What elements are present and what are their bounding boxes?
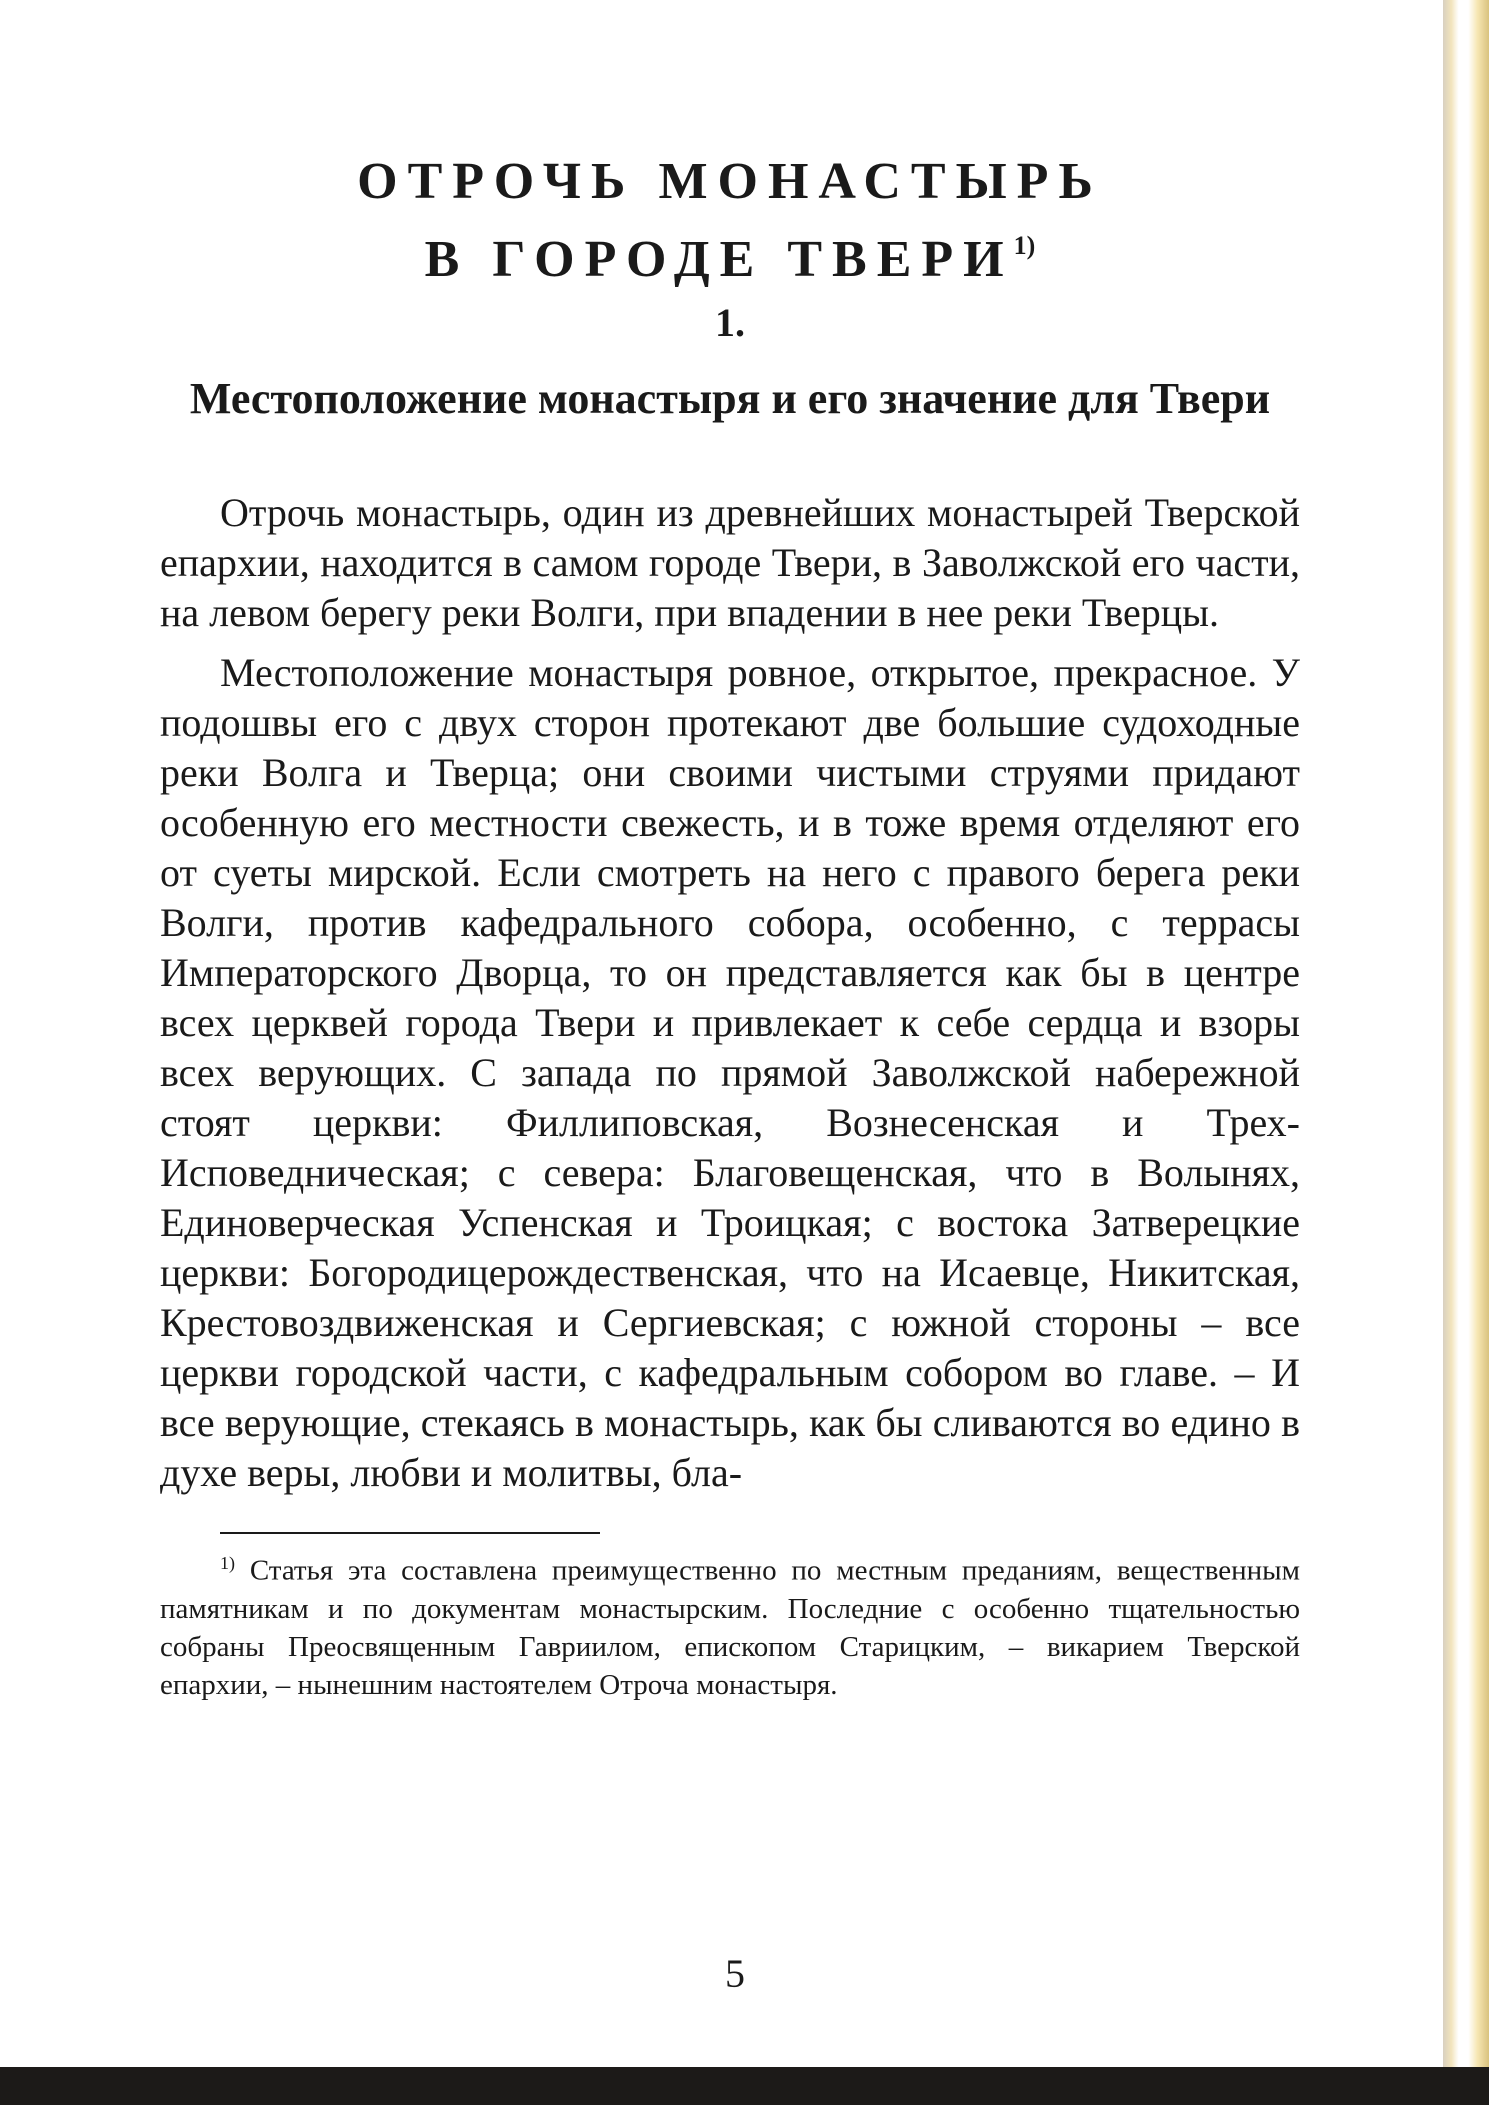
paragraph-2: Местоположение монастыря ровное, открытое, прекрасное. У подошвы его с двух сторон протекают две большие судоходные реки Волга и Тверца; они своими чистыми струями придают особенную его местности свежесть, и в тоже время отделяют его от суеты мирской. Если смотреть на него с правого берега реки Волги, против кафедрального собора, особенно, с террасы Императорского Дворца, то он представляется как бы в центре всех церквей города Твери и привлекает к себе сердца и взоры всех верующих. С запада по прямой Заволжской набережной стоят церкви: Филлиповская, Вознесенская и Трех-Исповедническая; с севера: Благовещенская, что в Волынях, Единоверческая Успенская и Троицкая; с востока Затверецкие церкви: Богородицерождественская, что на Исаевце, Никитская, Крестовоздвиженская и Сергиевская; с южной стороны – все церкви городской части, с кафедральным собором во главе. – И все верующие, стекаясь в монастырь, как бы сливаются во едино в духе веры, любви и молитвы, бла- bbox=[160, 650, 1300, 1495]
page-number: 5 bbox=[725, 1951, 745, 1996]
title-footnote-marker: 1) bbox=[1013, 231, 1036, 260]
footnote bbox=[160, 1544, 1300, 1704]
chapter-number: 1. bbox=[715, 300, 745, 345]
footnote-marker: 1) bbox=[220, 1553, 235, 1573]
book-edge bbox=[1443, 0, 1489, 2105]
background-surface bbox=[0, 2067, 1489, 2105]
page-content bbox=[160, 150, 1300, 1704]
footnote-divider bbox=[220, 1532, 600, 1534]
document-title bbox=[160, 150, 1300, 292]
title-line-2: В ГОРОДЕ ТВЕРИ bbox=[424, 231, 1014, 288]
title-line-1: ОТРОЧЬ МОНАСТЫРЬ bbox=[357, 153, 1103, 210]
book-page bbox=[40, 0, 1430, 2067]
paragraph-1: Отрочь монастырь, один из древнейших монастырей Тверской епархии, находится в самом городе Твери, в Заволжской его части, на левом берегу реки Волги, при впадении в нее реки Тверцы. bbox=[160, 490, 1300, 635]
footnote-text: Статья эта составлена преимущественно по местным преданиям, вещественным памятникам и по документам монастырским. Последние с особенно тщательностью собраны Преосвященным Гавриилом, епископом Старицким, – викарием Тверской епархии, – нынешним настоятелем Отроча монастыря. bbox=[160, 1554, 1300, 1701]
chapter-title: Местоположение монастыря и его значение для Твери bbox=[189, 374, 1271, 423]
